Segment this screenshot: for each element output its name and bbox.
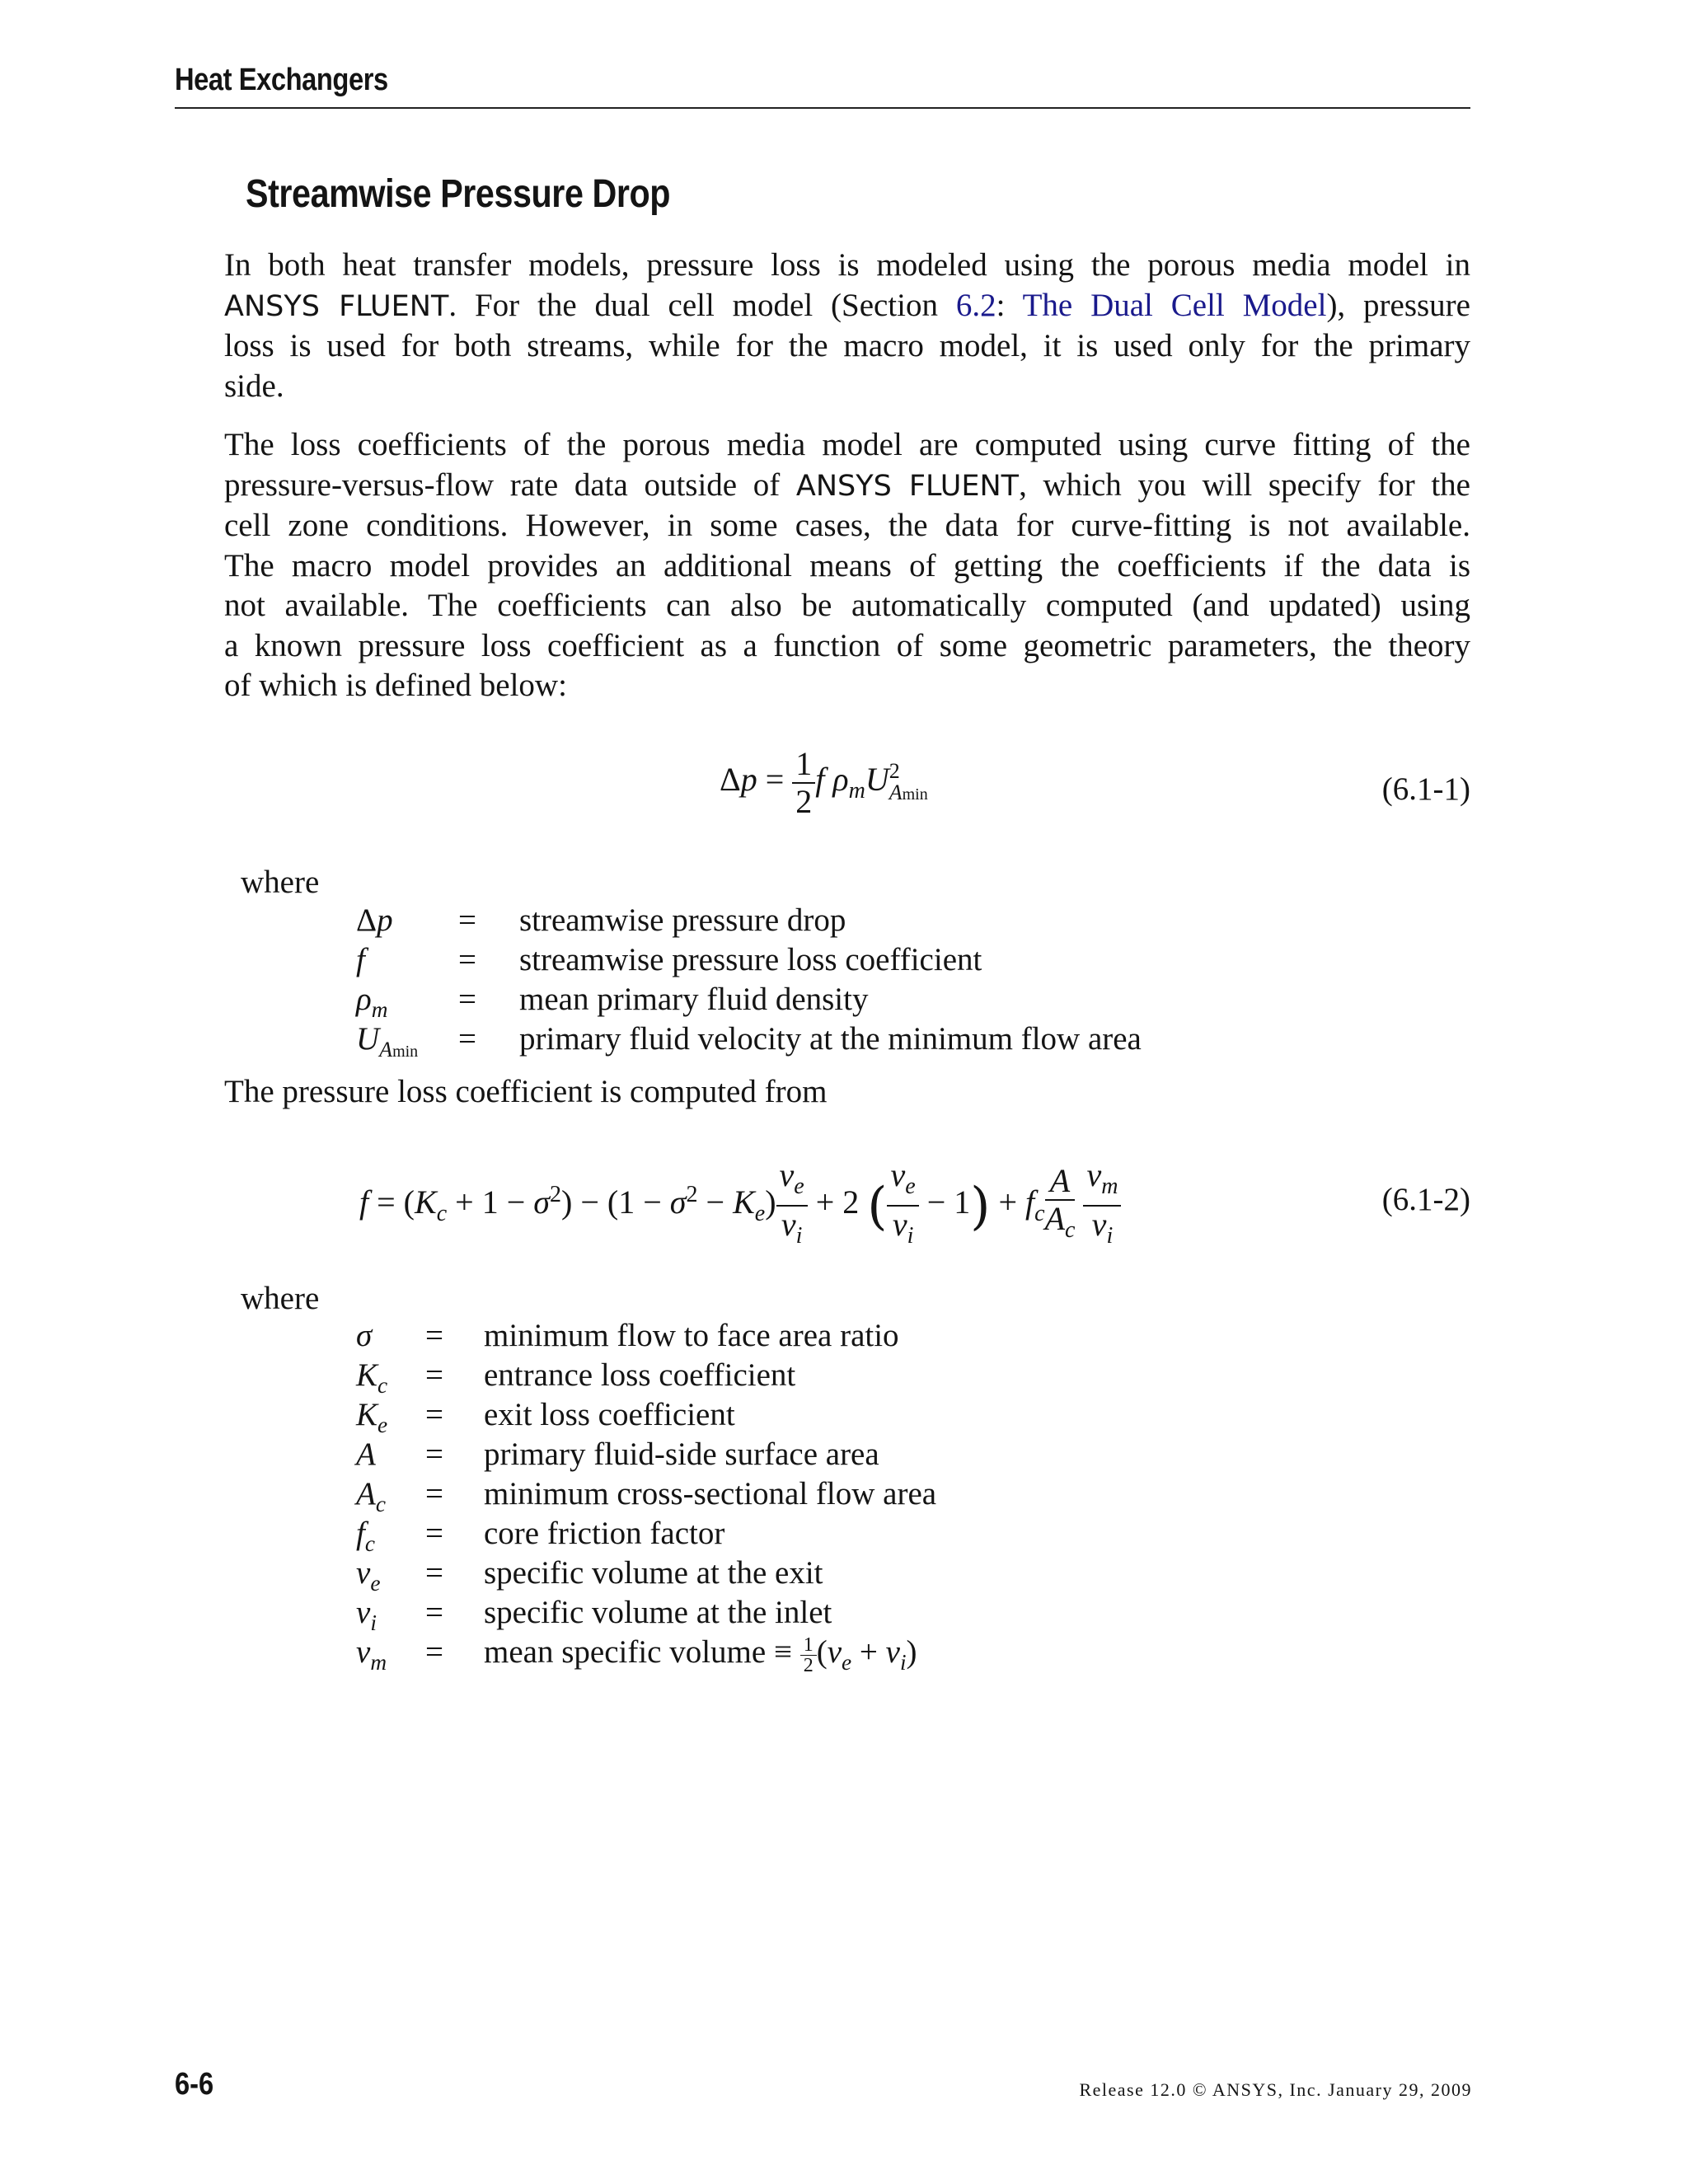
definition-description: specific volume at the inlet bbox=[484, 1595, 832, 1630]
running-head-title: Heat Exchangers bbox=[175, 63, 388, 97]
symbol-nu-m: $\nu_m$ bbox=[356, 1634, 387, 1675]
symbol-u-amin: $U_{Amin}$ bbox=[356, 1021, 419, 1062]
definition-list-1: Δp = streamwise pressure drop f = streamwise pressure loss coefficient $\rho_m$ = mean primary fluid density $U_{Amin}$ = primary fluid velocity at the minimum flow area bbox=[356, 902, 1142, 1062]
definition-description: mean specific volume ≡ $\frac{1}{2}$ $(\nu_e + \nu_i)$ bbox=[484, 1633, 917, 1676]
symbol-a-c: $A_c$ bbox=[356, 1476, 386, 1516]
paragraph-1-line-3: loss is used for both streams, while for the macro model, it is used only for the primary bbox=[224, 328, 1470, 363]
equation-6-1-1: Δp = $\frac{1}{2}$ f $\rho_mU$ 2 Amin bbox=[720, 745, 928, 820]
section-title: Streamwise Pressure Drop bbox=[246, 172, 671, 216]
paragraph-1-line-4: side. bbox=[224, 368, 284, 404]
definition-description: core friction factor bbox=[484, 1516, 725, 1551]
definition-description: mean primary fluid density bbox=[519, 982, 869, 1017]
symbol-rho-m: $\rho_m$ bbox=[356, 982, 388, 1022]
dual-cell-model-link[interactable]: The Dual Cell Model bbox=[1022, 287, 1327, 323]
paragraph-1-text: : bbox=[996, 287, 1023, 323]
where-label-2: where bbox=[241, 1281, 320, 1316]
symbol-k-e: $K_e$ bbox=[356, 1397, 388, 1437]
definition-description: streamwise pressure loss coefficient bbox=[519, 942, 982, 977]
symbol-f-c: $f_c$ bbox=[356, 1516, 375, 1556]
definition-description: minimum cross-sectional flow area bbox=[484, 1476, 937, 1511]
definition-description: streamwise pressure drop bbox=[519, 902, 846, 938]
paragraph-2-line-6: a known pressure loss coefficient as a function of some geometric parameters, the theory bbox=[224, 627, 1470, 663]
product-name: ANSYS FLUENT bbox=[795, 469, 1020, 503]
paragraph-2-line-1: The loss coefficients of the porous media model are computed using curve fitting of the bbox=[224, 427, 1470, 462]
paragraph-1 bbox=[224, 246, 1470, 406]
definition-description: exit loss coefficient bbox=[484, 1397, 735, 1432]
symbol-f: f bbox=[356, 942, 365, 977]
equation-number-1: (6.1-1) bbox=[1381, 771, 1470, 807]
symbol-a: A bbox=[356, 1436, 376, 1472]
paragraph-2-line-4: The macro model provides an additional means of getting the coefficients if the data is bbox=[224, 547, 1470, 583]
equation-6-1-2: $f = (K_c + 1 - \sigma^2) - (1 - \sigma^2 - K_e)$ $\frac{\nu_e}{\nu_i}$ + 2 ( $\frac{\nu_e}{\nu_i}$ − $1) + f_c$ $\frac{A}{A_c}$ $\frac{\nu_m}{\nu_i}$ bbox=[359, 1157, 1121, 1254]
paragraph-1-text: . For the dual cell model (Section bbox=[448, 287, 956, 323]
bridge-text: The pressure loss coefficient is computed from bbox=[224, 1074, 828, 1109]
definition-description: primary fluid-side surface area bbox=[484, 1436, 879, 1472]
symbol-sigma: σ bbox=[356, 1318, 373, 1353]
definition-description-text: mean specific volume bbox=[484, 1634, 767, 1670]
paragraph-2-text: pressure-versus-flow rate data outside of bbox=[224, 466, 796, 503]
release-info: Release 12.0 © ANSYS, Inc. January 29, 2009 bbox=[1079, 2079, 1472, 2100]
paragraph-1-line-2 bbox=[224, 286, 1470, 327]
product-name: ANSYS FLUENT bbox=[224, 289, 449, 323]
paragraph-2-line-2 bbox=[224, 466, 1470, 507]
paragraph-1-text: ), pressure bbox=[1326, 287, 1470, 323]
definition-description: entrance loss coefficient bbox=[484, 1357, 796, 1393]
paragraph-1-line-1: In both heat transfer models, pressure loss is modeled using the porous media model in bbox=[224, 247, 1470, 283]
definition-description: primary fluid velocity at the minimum flow area bbox=[519, 1021, 1142, 1057]
definition-description: minimum flow to face area ratio bbox=[484, 1318, 899, 1353]
symbol-delta-p: Δp bbox=[356, 902, 393, 938]
paragraph-2-line-7: of which is defined below: bbox=[224, 668, 567, 703]
symbol-nu-i: $\nu_i$ bbox=[356, 1595, 377, 1635]
where-label-1: where bbox=[241, 865, 320, 900]
equation-number-2: (6.1-2) bbox=[1381, 1182, 1470, 1217]
definition-description: specific volume at the exit bbox=[484, 1555, 823, 1591]
paragraph-2-line-5: not available. The coefficients can also be automatically computed (and updated) using bbox=[224, 588, 1470, 623]
symbol-nu-e: $\nu_e$ bbox=[356, 1555, 381, 1596]
section-number-link[interactable]: 6.2 bbox=[955, 287, 996, 323]
paragraph-2 bbox=[224, 425, 1470, 706]
symbol-k-c: $K_c$ bbox=[356, 1357, 388, 1398]
paragraph-2-line-3: cell zone conditions. However, in some cases, the data for curve-fitting is not available. bbox=[224, 508, 1470, 543]
paragraph-2-text: , which you will specify for the bbox=[1019, 466, 1470, 503]
header-rule bbox=[175, 107, 1470, 109]
page-number: 6-6 bbox=[175, 2067, 214, 2102]
definition-list-2: σ = minimum flow to face area ratio $K_c$ = entrance loss coefficient $K_e$ = exit loss coefficient A = primary fluid-side surface area $A_c$ = minimum cross-sectional flow area $f_c$ = core friction factor $\nu_e$ = specific volume at the exit $\nu_i$ = specific volume at the inlet $\nu_m$ = mean specific volume ≡ $\frac{1}{2}$ $(\nu_e + \nu_i)$ bbox=[356, 1318, 937, 1676]
